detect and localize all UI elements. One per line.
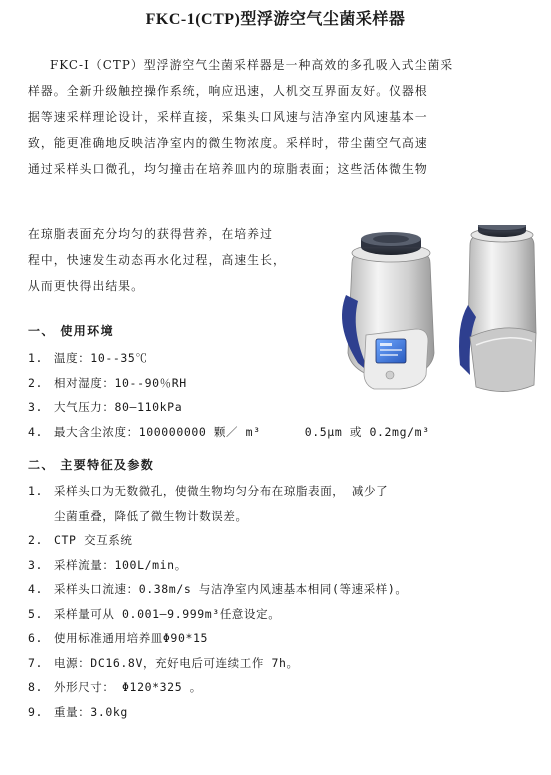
item-text: 温度：10--35℃	[54, 351, 148, 365]
item-extra-text: 0.5μm 或 0.2mg/m³	[304, 424, 430, 439]
item-text: 采样头口为无数微孔，使微生物均匀分布在琼脂表面， 减少了	[54, 484, 389, 498]
item-number: 2.	[28, 375, 44, 390]
item-number: 6.	[28, 631, 44, 645]
list-item	[28, 577, 408, 602]
item-number: 4.	[28, 582, 44, 596]
item-number: 1.	[28, 351, 44, 365]
list-item	[28, 626, 408, 651]
page-title: FKC-1(CTP)型浮游空气尘菌采样器	[145, 11, 406, 28]
item-number: 3.	[28, 400, 44, 414]
list-item	[28, 479, 408, 504]
list-item	[28, 420, 430, 445]
intro-line: 致，能更准确地反映洁净室内的微生物浓度。采样时，带尘菌空气高速	[28, 136, 428, 150]
item-number: 9.	[28, 704, 44, 719]
intro-line: 在琼脂表面充分均匀的获得营养，在培养过	[28, 227, 274, 241]
item-number: 4.	[28, 424, 44, 439]
list-item	[28, 371, 430, 396]
item-text: 最大含尘浓度：100000000 颗／ m³	[54, 424, 261, 439]
item-text: CTP 交互系统	[54, 533, 133, 547]
section-heading-environment: 一、 使用环境	[28, 324, 114, 338]
list-item	[28, 346, 430, 371]
item-text: 采样量可从 0.001—9.999m³任意设定。	[54, 606, 281, 621]
item-text: 重量：3.0kg	[54, 704, 128, 719]
list-item	[28, 395, 430, 420]
features-list	[28, 479, 408, 724]
item-number: 1.	[28, 484, 44, 498]
intro-paragraph	[28, 52, 524, 182]
item-text: 采样流量：100L/min。	[54, 557, 187, 572]
section-heading-features: 二、 主要特征及参数	[28, 458, 155, 472]
intro-line: FKC-Ⅰ（CTP）型浮游空气尘菌采样器是一种高效的多孔吸入式尘菌采	[50, 58, 454, 72]
intro-line: 据等速采样理论设计，采样直接，采集头口风速与洁净室内风速基本一	[28, 110, 428, 124]
intro-line: 从而更快得出结果。	[28, 279, 145, 293]
list-item-continuation: 尘菌重叠，降低了微生物计数误差。	[54, 508, 248, 523]
list-item	[28, 602, 408, 627]
intro-line: 程中，快速发生动态再水化过程，高速生长，	[28, 253, 286, 267]
item-text: 采样头口流速：0.38m/s 与洁净室内风速基本相同(等速采样)。	[54, 582, 408, 596]
item-number: 5.	[28, 606, 44, 621]
item-text: 大气压力：80—110kPa	[54, 400, 183, 414]
environment-list	[28, 346, 430, 444]
intro-line: 样器。全新升级触控操作系统，响应迅速，人机交互界面友好。仪器根	[28, 84, 428, 98]
item-number: 7.	[28, 655, 44, 670]
item-text: 使用标准通用培养皿Φ90*15	[54, 631, 209, 645]
item-number: 8.	[28, 680, 44, 694]
list-item	[28, 700, 408, 725]
item-text: 外形尺寸： Φ120*325 。	[54, 680, 202, 694]
list-item	[28, 553, 408, 578]
list-item	[28, 675, 408, 700]
intro-line: 通过采样头口微孔，均匀撞击在培养皿内的琼脂表面；这些活体微生物	[28, 162, 428, 176]
item-number: 3.	[28, 557, 44, 572]
item-text: 相对湿度：10--90％RH	[54, 375, 187, 390]
intro-paragraph-continued	[28, 221, 328, 299]
list-item	[28, 528, 408, 553]
sampler-side-view	[459, 225, 536, 392]
list-item	[28, 651, 408, 676]
item-text: 电源：DC16.8V，充好电后可连续工作 7h。	[54, 655, 299, 670]
item-number: 2.	[28, 533, 44, 547]
